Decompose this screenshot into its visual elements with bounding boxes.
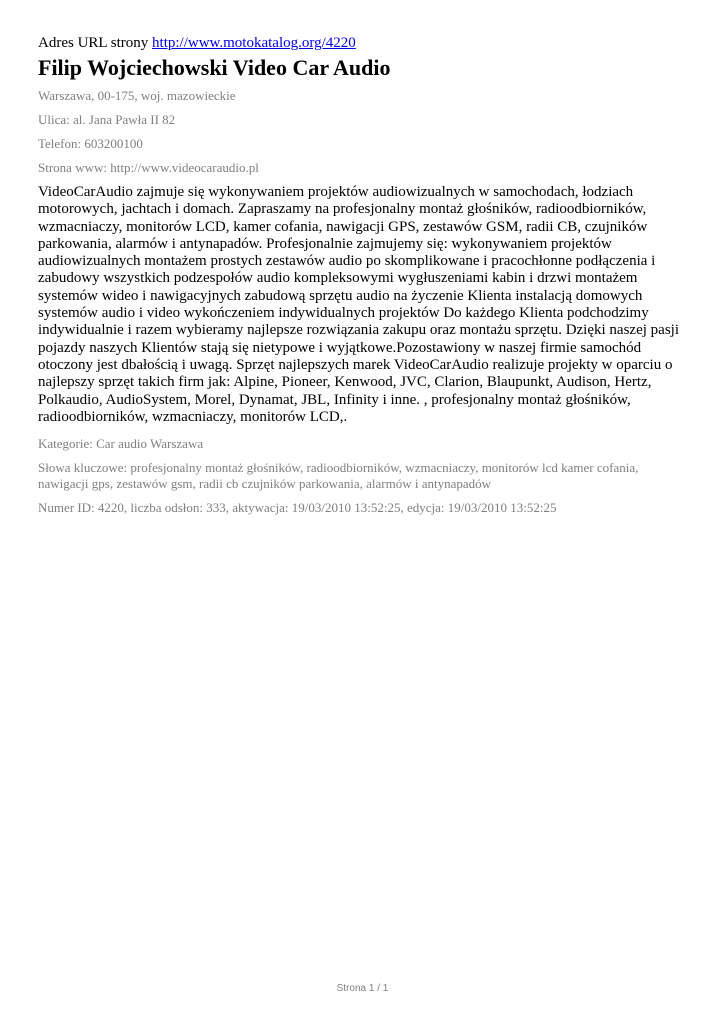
phone-number: Telefon: 603200100 bbox=[38, 136, 143, 151]
url-link[interactable]: http://www.motokatalog.org/4220 bbox=[152, 35, 356, 51]
website: Strona www: http://www.videocaraudio.pl bbox=[38, 160, 259, 175]
record-info: Numer ID: 4220, liczba odsłon: 333, aktywacja: 19/03/2010 13:52:25, edycja: 19/03/2010 13:52:25 bbox=[38, 500, 557, 516]
company-description: VideoCarAudio zajmuje się wykonywaniem projektów audiowizualnych w samochodach, łodziach motorowych, jachtach i domach. Zapraszamy na profesjonalny montaż głośników, radioodbiorników, wzmacniaczy, monitorów LCD, kamer cofania, nawigacji GPS, zestawów GSM, radii CB, czujników parkowania, alarmów i antynapadów. Profesjonalnie zajmujemy się: wykonywaniem projektów audiowizualnych montażem prostych zestawów audio po skomplikowane i pracochłonne podłączenia i zabudowy wszystkich podzespołów audio kompleksowymi wygłuszeniami kabin i drzwi montażem systemów wideo i nawigacyjnych zabudową sprzętu audio na życzenie Klienta instalacją domowych systemów audio i video wykończeniem indywidualnych projektów Do każdego Klienta podchodzimy indywidualnie i razem wybieramy najlepsze rozwiązania zakupu oraz montażu sprzętu. Dzięki naszej pasji pojazdy naszych Klientów stają się nietypowe i wyjątkowe.Pozostawiony w naszej firmie samochód otoczony jest dbałością i uwagą. Sprzęt najlepszych marek VideoCarAudio realizuje projekty w oparciu o najlepszy sprzęt takich firm jak: Alpine, Pioneer, Kenwood, JVC, Clarion, Blaupunkt, Audison, Hertz, Polkaudio, AudioSystem, Morel, Dynamat, JBL, Infinity i inne. , profesjonalny montaż głośników, radioodbiorników, wzmacniaczy, monitorów LCD,. bbox=[38, 184, 679, 425]
document-page bbox=[38, 34, 690, 524]
keywords: Słowa kluczowe: profesjonalny montaż głośników, radioodbiorników, wzmacniaczy, monitorów lcd kamer cofania, nawigacji gps, zestawów gsm, radii cb czujników parkowania, alarmów i antynapadów bbox=[38, 460, 639, 492]
url-line bbox=[38, 34, 690, 52]
address-city: Warszawa, 00-175, woj. mazowieckie bbox=[38, 88, 236, 103]
url-label: Adres URL strony bbox=[38, 35, 149, 51]
street-address: Ulica: al. Jana Pawła II 82 bbox=[38, 112, 176, 127]
category: Kategorie: Car audio Warszawa bbox=[38, 436, 204, 452]
company-title: Filip Wojciechowski Video Car Audio bbox=[38, 55, 391, 80]
page-number: Strona 1 / 1 bbox=[336, 983, 389, 994]
